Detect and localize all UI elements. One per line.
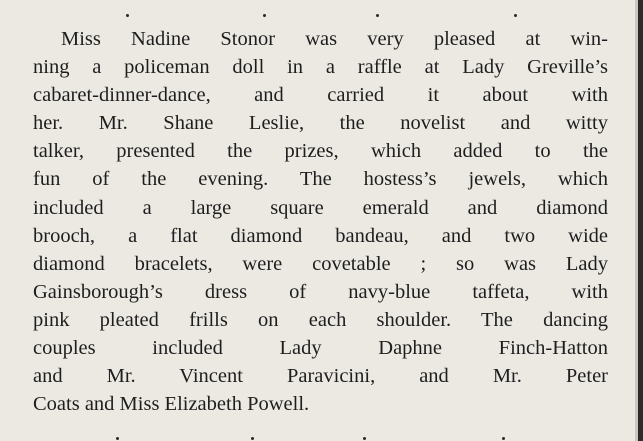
top-dot <box>263 14 266 17</box>
article-line-last: Coats and Miss Elizabeth Powell. <box>33 393 310 416</box>
article-line: cabaret-dinner-dance, and carried it about with <box>33 84 608 107</box>
article-line: ning a policeman doll in a raffle at Lady Greville’s <box>33 56 608 79</box>
page-edge-border <box>638 0 643 441</box>
article-line: included a large square emerald and diamond <box>33 196 608 219</box>
article-line: talker, presented the prizes, which added to the <box>33 140 608 163</box>
article-line: and Mr. Vincent Paravicini, and Mr. Peter <box>33 365 608 388</box>
article-line: couples included Lady Daphne Finch-Hatton <box>33 337 608 360</box>
article-paragraph <box>33 25 608 418</box>
bottom-dot <box>363 437 366 440</box>
bottom-dot <box>116 437 119 440</box>
article-line: fun of the evening. The hostess’s jewels, which <box>33 168 608 191</box>
article-line: Miss Nadine Stonor was very pleased at win- <box>61 28 608 50</box>
article-line: brooch, a flat diamond bandeau, and two wide <box>33 224 608 247</box>
article-line: Gainsborough’s dress of navy-blue taffeta, with <box>33 280 608 303</box>
bottom-dot <box>251 437 254 440</box>
article-line: pink pleated frills on each shoulder. The dancing <box>33 308 608 331</box>
top-dot <box>126 14 129 17</box>
top-dot <box>514 14 517 17</box>
article-line: her. Mr. Shane Leslie, the novelist and witty <box>33 112 608 135</box>
article-line: diamond bracelets, were covetable ; so was Lady <box>33 252 608 275</box>
bottom-dot <box>502 437 505 440</box>
top-dot <box>376 14 379 17</box>
